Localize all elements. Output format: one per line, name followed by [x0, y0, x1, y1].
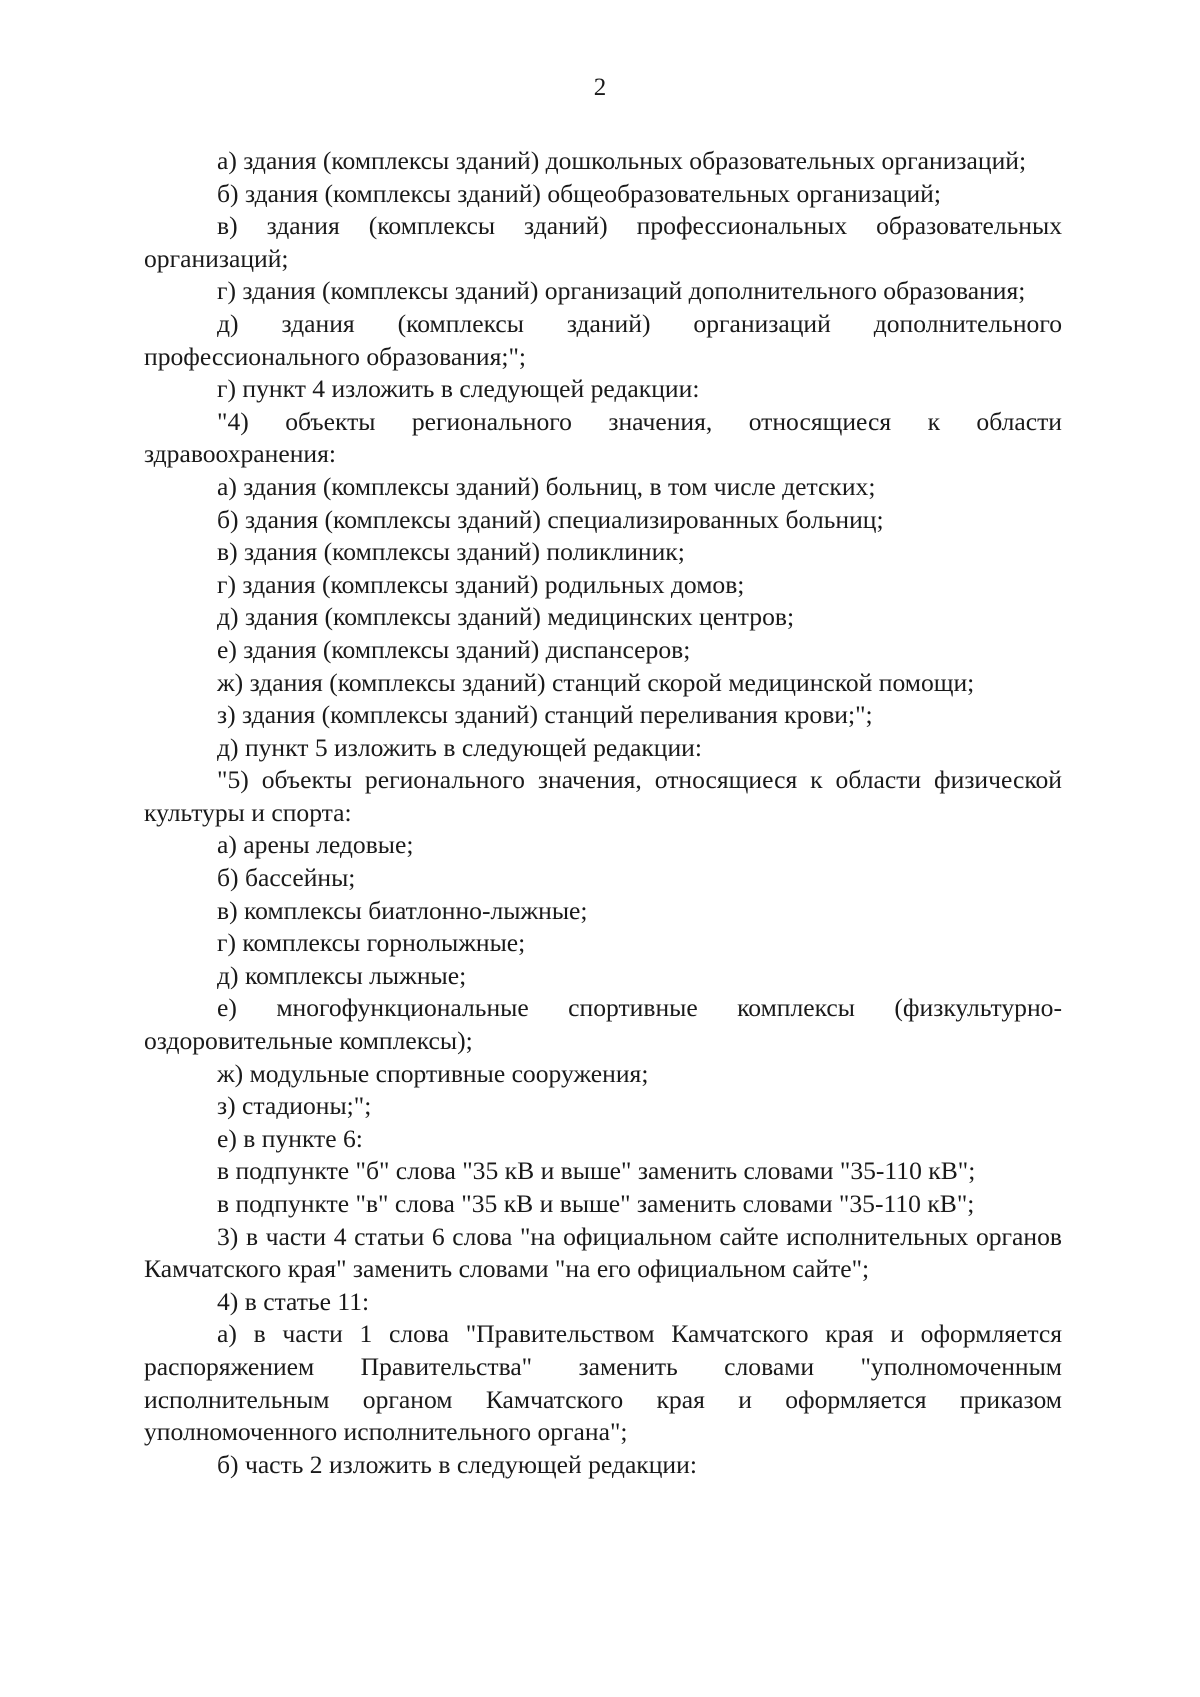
paragraph: а) здания (комплексы зданий) больниц, в том числе детских;: [217, 471, 876, 501]
paragraph: "4) объекты регионального значения, относящиеся к области здравоохранения:: [144, 406, 1062, 469]
paragraph: б) бассейны;: [217, 863, 356, 893]
paragraph: а) в части 1 слова "Правительством Камчатского края и оформляется распоряжением Правительства" заменить словами "уполномоченным исполнительным органом Камчатского края и оформляется приказом уполномоченного исполнительного органа";: [144, 1319, 1062, 1447]
document-body: [144, 145, 1062, 1481]
paragraph: ж) модульные спортивные сооружения;: [217, 1058, 649, 1088]
paragraph: "5) объекты регионального значения, относящиеся к области физической культуры и спорта:: [144, 765, 1062, 827]
paragraph: д) комплексы лыжные;: [217, 960, 467, 990]
paragraph: б) здания (комплексы зданий) общеобразовательных организаций;: [217, 178, 941, 208]
paragraph: 4) в статье 11:: [217, 1286, 370, 1316]
paragraph: а) арены ледовые;: [217, 830, 414, 860]
paragraph: з) стадионы;";: [217, 1091, 372, 1121]
paragraph: б) часть 2 изложить в следующей редакции:: [217, 1449, 697, 1479]
paragraph: е) многофункциональные спортивные комплексы (физкультурно-оздоровительные комплексы);: [144, 993, 1062, 1056]
paragraph: в) здания (комплексы зданий) поликлиник;: [217, 537, 685, 567]
paragraph: в) комплексы биатлонно-лыжные;: [217, 895, 588, 925]
paragraph: з) здания (комплексы зданий) станций переливания крови;";: [217, 700, 873, 730]
paragraph: г) комплексы горнолыжные;: [217, 928, 526, 958]
paragraph: д) здания (комплексы зданий) медицинских центров;: [217, 602, 795, 632]
paragraph: ж) здания (комплексы зданий) станций скорой медицинской помощи;: [217, 667, 975, 697]
paragraph: 3) в части 4 статьи 6 слова "на официальном сайте исполнительных органов Камчатского края" заменить словами "на его официальном сайте";: [144, 1221, 1062, 1284]
paragraph: г) пункт 4 изложить в следующей редакции:: [217, 374, 700, 404]
paragraph: д) здания (комплексы зданий) организаций дополнительного профессионального образования;";: [144, 308, 1062, 371]
paragraph: в) здания (комплексы зданий) профессиональных образовательных организаций;: [144, 211, 1062, 273]
paragraph: д) пункт 5 изложить в следующей редакции:: [217, 732, 702, 762]
paragraph: е) в пункте 6:: [217, 1123, 363, 1153]
paragraph: г) здания (комплексы зданий) родильных домов;: [217, 569, 745, 599]
paragraph: е) здания (комплексы зданий) диспансеров;: [217, 634, 691, 664]
page-number: 2: [593, 74, 607, 101]
paragraph: в подпункте "в" слова "35 кВ и выше" заменить словами "35-110 кВ";: [217, 1189, 975, 1218]
paragraph: в подпункте "б" слова "35 кВ и выше" заменить словами "35-110 кВ";: [217, 1156, 976, 1186]
paragraph: б) здания (комплексы зданий) специализированных больниц;: [217, 504, 884, 534]
paragraph: г) здания (комплексы зданий) организаций дополнительного образования;: [217, 276, 1026, 306]
paragraph: а) здания (комплексы зданий) дошкольных образовательных организаций;: [217, 146, 1027, 175]
